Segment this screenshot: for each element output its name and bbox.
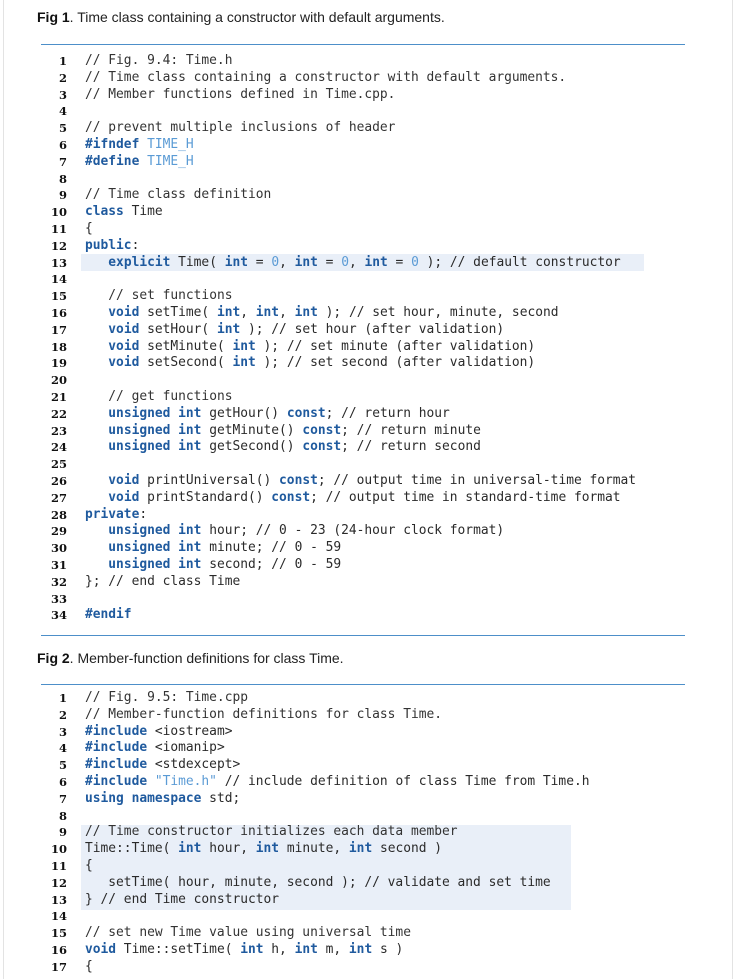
- code-token: int: [255, 304, 280, 320]
- fig1-code-line: [41, 305, 731, 322]
- code-token: {: [85, 857, 93, 873]
- code-token: // get functions: [108, 388, 233, 404]
- code-token: [85, 355, 108, 370]
- code-token: [85, 473, 108, 488]
- code-token: [85, 389, 108, 404]
- code-token: void: [108, 304, 140, 320]
- code-text: [85, 858, 93, 875]
- code-token: #include: [85, 740, 148, 756]
- code-token: #include: [85, 723, 148, 739]
- code-token: ,: [279, 254, 295, 270]
- code-token: unsigned int: [108, 556, 202, 572]
- code-text: [85, 288, 232, 305]
- line-number: 12: [50, 238, 67, 253]
- line-number: 1: [58, 54, 67, 68]
- code-token: unsigned int: [108, 439, 202, 455]
- code-text: [85, 439, 481, 456]
- code-token: void: [108, 489, 140, 505]
- fig2-code-line: [41, 959, 731, 976]
- code-token: ; // return second: [341, 439, 481, 455]
- code-token: printUniversal(): [139, 472, 280, 488]
- line-number: 14: [50, 909, 67, 924]
- line-number: 17: [50, 959, 67, 974]
- code-token: setTime( hour, minute, second ); // validate and set time: [85, 874, 551, 890]
- fig2-label: Fig 2: [37, 650, 70, 666]
- code-text: [85, 540, 341, 557]
- line-number: 32: [50, 574, 67, 589]
- code-token: ); // set hour (after validation): [240, 321, 505, 337]
- fig1-code-line: [41, 120, 731, 137]
- code-token: int: [216, 304, 241, 320]
- fig1-code-line: [41, 406, 731, 423]
- code-token: setMinute(: [139, 338, 233, 354]
- code-token: :: [139, 506, 148, 522]
- code-text: [85, 154, 194, 171]
- code-token: 0: [271, 254, 280, 270]
- line-number: 5: [58, 758, 67, 773]
- fig1-code-line: [41, 574, 731, 591]
- code-token: [85, 305, 108, 320]
- line-number: 23: [50, 423, 67, 438]
- line-number: 34: [50, 608, 67, 623]
- fig1-code-line: [41, 87, 731, 104]
- fig1-code-line: [41, 607, 731, 624]
- code-token: #ifndef: [85, 136, 140, 152]
- fig2-code-line: [41, 942, 731, 959]
- line-number: 8: [58, 808, 67, 823]
- code-token: #include: [85, 757, 148, 773]
- fig1-code-line: [41, 221, 731, 238]
- code-text: [85, 574, 240, 591]
- code-token: void: [85, 941, 117, 957]
- code-token: [85, 523, 108, 538]
- code-text: [85, 523, 504, 540]
- code-token: minute; // 0 - 59: [201, 540, 342, 556]
- code-token: void: [108, 321, 140, 337]
- code-token: }; // end class Time: [85, 573, 241, 589]
- code-token: // Time class definition: [85, 187, 272, 203]
- code-token: [139, 137, 147, 152]
- fig2-caption-text: . Member-function definitions for class Time.: [69, 650, 344, 666]
- code-token: [85, 439, 108, 454]
- code-token: :: [131, 237, 140, 253]
- code-token: 0: [411, 254, 419, 270]
- code-token: [85, 540, 108, 555]
- fig1-code-line: [41, 557, 731, 574]
- line-number: 31: [50, 557, 67, 572]
- code-token: public: [85, 237, 132, 253]
- code-token: private: [85, 506, 140, 522]
- code-token: ; // output time in universal-time format: [317, 472, 637, 488]
- code-text: [85, 959, 93, 976]
- fig1-code-line: [41, 339, 731, 356]
- fig2-code-line: [41, 707, 731, 724]
- code-token: const: [286, 405, 326, 421]
- line-number: 33: [50, 591, 67, 606]
- line-number: 9: [58, 188, 67, 203]
- line-number: 15: [50, 926, 67, 941]
- code-text: [85, 841, 442, 858]
- code-token: // include definition of class Time from Time.h: [216, 773, 590, 789]
- fig1-code-line: [41, 456, 731, 473]
- code-token: ,: [240, 304, 256, 320]
- line-number: 2: [58, 707, 67, 722]
- fig2-code-line: [41, 841, 731, 858]
- code-token: <iomanip>: [147, 740, 225, 756]
- fig2-top-rule: [41, 684, 685, 685]
- fig1-code-line: [41, 355, 731, 372]
- line-number: 8: [58, 171, 67, 186]
- line-number: 24: [50, 440, 67, 455]
- code-token: // Time class containing a constructor with default arguments.: [85, 69, 567, 85]
- code-token: const: [279, 472, 318, 488]
- code-text: [85, 238, 139, 255]
- code-token: int: [294, 254, 318, 270]
- code-token: ); // set minute (after validation): [255, 338, 536, 354]
- fig2-code-line: [41, 808, 731, 825]
- line-number: 5: [58, 121, 67, 136]
- code-text: [85, 875, 551, 892]
- fig1-code-line: [41, 103, 731, 120]
- code-token: ,: [279, 304, 295, 320]
- code-token: explicit: [108, 254, 171, 270]
- code-token: // set functions: [108, 288, 233, 304]
- code-token: void: [108, 472, 140, 488]
- code-token: setTime(: [139, 304, 217, 320]
- fig1-code-line: [41, 288, 731, 305]
- line-number: 18: [50, 339, 67, 354]
- code-text: [85, 740, 225, 757]
- code-token: {: [85, 220, 93, 236]
- code-token: int: [348, 941, 373, 957]
- code-text: [85, 389, 232, 406]
- code-token: <stdexcept>: [147, 757, 241, 773]
- code-token: int: [216, 321, 241, 337]
- code-text: [85, 355, 535, 372]
- line-number: 11: [50, 221, 67, 236]
- code-token: =: [248, 254, 272, 270]
- code-text: [85, 204, 163, 221]
- code-token: [85, 339, 108, 354]
- code-token: ; // return hour: [325, 405, 450, 421]
- fig2-code-line: [41, 740, 731, 757]
- code-text: [85, 305, 559, 322]
- code-token: const: [302, 422, 342, 438]
- line-number: 1: [58, 691, 67, 705]
- line-number: 19: [50, 356, 67, 371]
- fig2-code-line: [41, 791, 731, 808]
- line-number: 20: [50, 373, 67, 388]
- code-token: second ): [372, 841, 443, 857]
- code-token: unsigned int: [108, 540, 202, 556]
- code-token: // Time constructor initializes each data member: [85, 824, 458, 840]
- code-token: ; // return minute: [341, 422, 481, 438]
- code-token: getSecond(): [201, 439, 303, 455]
- code-token: #endif: [85, 607, 132, 623]
- line-number: 17: [50, 322, 67, 337]
- code-token: ,: [348, 254, 365, 270]
- fig1-code-line: [41, 322, 731, 339]
- code-token: ); // set second (after validation): [255, 355, 536, 371]
- fig1-caption-text: . Time class containing a constructor with default arguments.: [69, 9, 445, 25]
- line-number: 27: [50, 490, 67, 505]
- code-token: // set new Time value using universal time: [85, 925, 411, 941]
- fig1-code-line: [41, 238, 731, 255]
- line-number: 13: [50, 892, 67, 907]
- code-text: [85, 70, 566, 87]
- code-token: } // end Time constructor: [85, 891, 280, 907]
- code-text: [85, 120, 395, 137]
- fig1-code-line: [41, 187, 731, 204]
- code-token: // Member-function definitions for class Time.: [85, 706, 442, 722]
- code-text: [85, 322, 504, 339]
- line-number: 21: [50, 389, 67, 404]
- code-text: [85, 892, 279, 909]
- code-text: [85, 557, 341, 574]
- code-token: #include: [85, 773, 148, 789]
- line-number: 16: [50, 942, 67, 957]
- code-text: [85, 690, 248, 707]
- code-token: const: [271, 489, 311, 505]
- code-text: [85, 824, 458, 841]
- code-token: int: [232, 355, 256, 371]
- fig1-code-line: [41, 591, 731, 608]
- code-token: [85, 490, 108, 505]
- code-text: [85, 423, 481, 440]
- fig1-code-listing: [41, 53, 731, 624]
- code-token: ); // default constructor: [418, 254, 621, 270]
- line-number: 6: [58, 137, 67, 152]
- code-token: // Fig. 9.5: Time.cpp: [85, 690, 248, 705]
- fig2-caption: [37, 650, 344, 666]
- line-number: 15: [50, 289, 67, 304]
- code-token: unsigned int: [108, 422, 202, 438]
- line-number: 7: [58, 154, 67, 169]
- code-token: // Fig. 9.4: Time.h: [85, 53, 233, 68]
- line-number: 9: [58, 825, 67, 840]
- line-number: 3: [58, 87, 67, 102]
- fig2-code-line: [41, 858, 731, 875]
- line-number: 4: [58, 741, 67, 756]
- line-number: 22: [50, 406, 67, 421]
- code-text: [85, 221, 93, 238]
- fig1-code-line: [41, 137, 731, 154]
- code-token: int: [348, 841, 373, 857]
- fig2-code-listing: [41, 690, 731, 976]
- code-token: =: [317, 254, 342, 270]
- fig1-code-line: [41, 255, 731, 272]
- fig1-code-line: [41, 439, 731, 456]
- fig2-code-line: [41, 757, 731, 774]
- fig1-code-line: [41, 204, 731, 221]
- code-token: ; // output time in standard-time format: [310, 489, 621, 505]
- code-token: ); // set hour, minute, second: [317, 304, 559, 320]
- code-token: int: [232, 338, 256, 354]
- fig2-code-line: [41, 908, 731, 925]
- code-token: second; // 0 - 59: [201, 556, 342, 572]
- fig1-code-line: [41, 271, 731, 288]
- code-token: void: [108, 355, 140, 371]
- line-number: 3: [58, 724, 67, 739]
- fig1-code-line: [41, 70, 731, 87]
- code-token: setHour(: [139, 321, 217, 337]
- code-token: [85, 406, 108, 421]
- code-token: hour; // 0 - 23 (24-hour clock format): [201, 523, 505, 539]
- code-token: int: [224, 254, 249, 270]
- code-token: unsigned int: [108, 405, 202, 421]
- code-token: [85, 322, 108, 337]
- fig1-caption: [37, 9, 445, 25]
- code-token: using namespace: [85, 790, 202, 806]
- code-token: int: [240, 941, 264, 957]
- code-token: printStandard(): [139, 489, 272, 505]
- code-text: [85, 187, 271, 204]
- code-token: [85, 557, 108, 572]
- code-text: [85, 791, 240, 808]
- line-number: 4: [58, 104, 67, 119]
- code-text: [85, 255, 621, 272]
- line-number: 10: [50, 205, 67, 220]
- line-number: 16: [50, 305, 67, 320]
- code-token: "Time.h": [154, 773, 217, 789]
- line-number: 12: [50, 875, 67, 890]
- code-token: // prevent multiple inclusions of header: [85, 120, 396, 136]
- line-number: 2: [58, 70, 67, 85]
- code-token: [85, 423, 108, 438]
- fig2-code-line: [41, 892, 731, 909]
- code-token: Time(: [170, 254, 225, 270]
- code-token: int: [294, 941, 318, 957]
- line-number: 28: [50, 507, 67, 522]
- code-text: [85, 490, 621, 507]
- fig2-code-line: [41, 824, 731, 841]
- code-token: h,: [263, 941, 295, 957]
- code-token: TIME_H: [147, 136, 194, 152]
- code-text: [85, 607, 132, 624]
- code-token: s ): [372, 941, 404, 957]
- line-number: 14: [50, 272, 67, 287]
- code-token: int: [294, 304, 318, 320]
- code-token: const: [302, 439, 342, 455]
- code-token: {: [85, 958, 93, 974]
- code-text: [85, 53, 232, 70]
- code-token: Time::setTime(: [116, 941, 241, 957]
- code-token: int: [364, 254, 388, 270]
- code-text: [85, 339, 535, 356]
- code-token: TIME_H: [147, 153, 194, 169]
- line-number: 6: [58, 774, 67, 789]
- fig1-code-line: [41, 423, 731, 440]
- code-token: // Member functions defined in Time.cpp.: [85, 86, 396, 102]
- code-token: #define: [85, 153, 140, 169]
- fig1-code-line: [41, 540, 731, 557]
- code-text: [85, 925, 411, 942]
- code-token: =: [387, 254, 412, 270]
- code-token: getHour(): [201, 405, 287, 421]
- fig1-label: Fig 1: [37, 9, 70, 25]
- code-text: [85, 137, 194, 154]
- code-token: <iostream>: [147, 723, 233, 739]
- code-token: unsigned int: [108, 523, 202, 539]
- fig1-code-line: [41, 523, 731, 540]
- fig1-code-line: [41, 490, 731, 507]
- code-token: [147, 774, 155, 789]
- fig1-code-line: [41, 372, 731, 389]
- code-token: minute,: [279, 841, 349, 857]
- code-token: 0: [341, 254, 349, 270]
- code-token: getMinute(): [201, 422, 303, 438]
- fig1-bottom-rule: [41, 635, 685, 636]
- fig1-top-rule: [41, 44, 685, 45]
- code-text: [85, 757, 240, 774]
- fig1-code-line: [41, 53, 731, 70]
- fig1-code-line: [41, 473, 731, 490]
- code-text: [85, 942, 403, 959]
- code-token: Time::Time(: [85, 841, 179, 857]
- fig1-code-line: [41, 389, 731, 406]
- code-token: Time: [123, 204, 163, 220]
- line-number: 11: [50, 858, 67, 873]
- code-token: int: [178, 841, 202, 857]
- code-text: [85, 724, 232, 741]
- line-number: 13: [50, 255, 67, 270]
- code-text: [85, 473, 636, 490]
- fig2-code-line: [41, 724, 731, 741]
- code-token: setSecond(: [139, 355, 233, 371]
- code-text: [85, 774, 589, 791]
- line-number: 25: [50, 457, 67, 472]
- line-number: 7: [58, 791, 67, 806]
- fig1-code-line: [41, 171, 731, 188]
- code-token: m,: [317, 941, 349, 957]
- code-token: [85, 255, 108, 270]
- fig2-code-line: [41, 690, 731, 707]
- code-token: class: [85, 204, 124, 220]
- code-text: [85, 87, 395, 104]
- fig2-code-line: [41, 925, 731, 942]
- fig2-code-line: [41, 875, 731, 892]
- code-text: [85, 707, 442, 724]
- fig1-code-line: [41, 154, 731, 171]
- line-number: 10: [50, 842, 67, 857]
- code-token: [85, 288, 108, 303]
- line-number: 30: [50, 541, 67, 556]
- code-token: std;: [201, 790, 241, 806]
- code-token: int: [255, 841, 280, 857]
- code-token: [139, 154, 147, 169]
- code-text: [85, 507, 147, 524]
- code-text: [85, 406, 450, 423]
- fig1-code-line: [41, 507, 731, 524]
- code-token: hour,: [201, 841, 256, 857]
- line-number: 26: [50, 473, 67, 488]
- code-token: void: [108, 338, 140, 354]
- fig2-code-line: [41, 774, 731, 791]
- line-number: 29: [50, 524, 67, 539]
